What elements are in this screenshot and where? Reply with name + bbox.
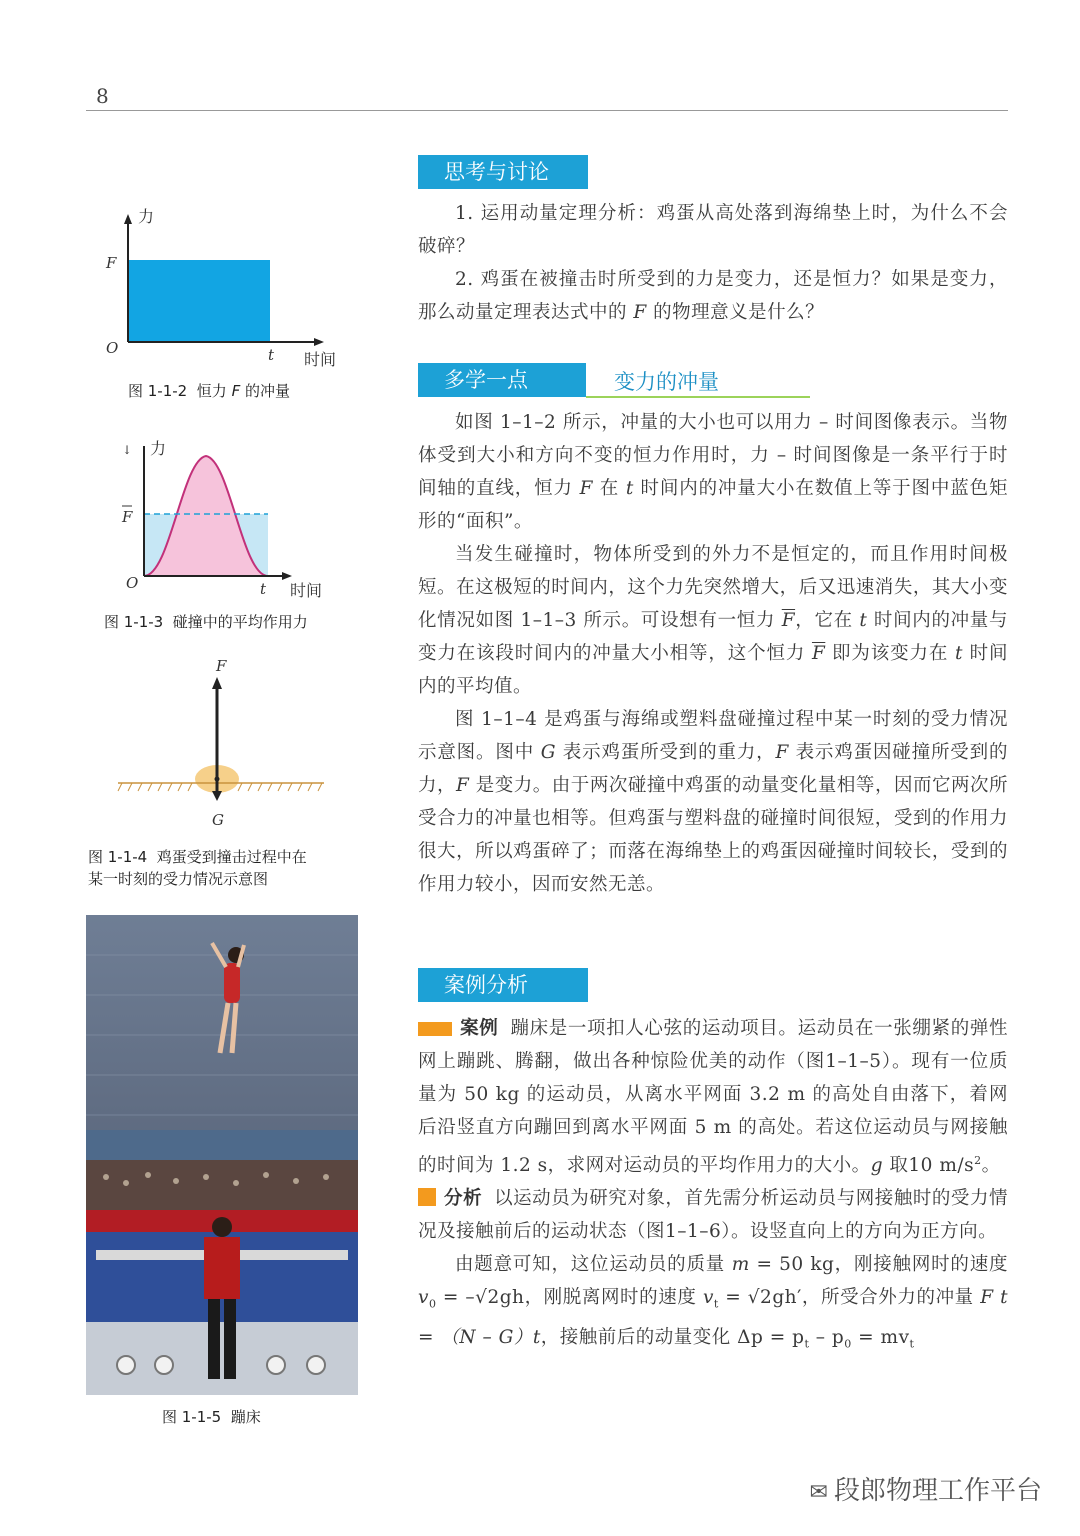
case-analysis-title: 案例分析 <box>418 968 588 1002</box>
learn-more-rule <box>586 396 810 398</box>
learn-more-title: 变力的冲量 <box>614 370 719 394</box>
fig2-origin: O <box>106 339 119 357</box>
fig4-caption <box>88 846 307 890</box>
fig2-t-label: t <box>268 346 275 364</box>
learn-p2: 当发生碰撞时，物体所受到的外力不是恒定的，而且作用时间极短。在这极短的时间内，这个力先突然增大，后又迅速消失，其大小变化情况如图 1–1–3 所示。可设想有一恒力 $\overline{F}$，它在 t 时间内的冲量与变力在该段时间内的冲量大小相等，这个恒力 $\overline{F}$ 即为该变力在 t 时间内的平均值。 <box>418 544 1008 697</box>
trampoline-photo <box>86 915 358 1395</box>
fig2-y-label: 力 <box>138 207 155 226</box>
figure-1-1-4 <box>112 655 332 835</box>
fig5-caption-id: 图 1-1-5 <box>162 1408 222 1426</box>
fig3-x-label: 时间 <box>290 581 323 600</box>
fig3-fbar-label: F <box>122 508 133 526</box>
figure-1-1-2 <box>96 200 356 380</box>
page-number: 8 <box>96 84 109 108</box>
fig3-caption-text: 碰撞中的平均作用力 <box>172 613 308 631</box>
learn-p1: 如图 1–1–2 所示，冲量的大小也可以用力 – 时间图像表示。当物体受到大小和方向不变的恒力作用时，力 – 时间图像是一条平行于时间轴的直线，恒力 F 在 t 时间内的冲量大小在数值上等于图中蓝色矩形的“面积”。 <box>418 412 1008 532</box>
think-q1: 1. 运用动量定理分析：鸡蛋从高处落到海绵垫上时，为什么不会破碎？ <box>418 203 1008 257</box>
case-tag-marker <box>418 1022 452 1036</box>
fig4-caption-line1: 鸡蛋受到撞击过程中在 <box>156 848 307 866</box>
fig4-top-label: F <box>216 657 227 675</box>
case-label: 案例 <box>460 1018 499 1039</box>
fig5-caption <box>162 1406 261 1428</box>
fig3-caption <box>104 611 308 633</box>
think-discuss-body <box>418 197 1008 329</box>
fig3-caption-id: 图 1-1-3 <box>104 613 164 631</box>
analysis-paragraph: 分析 以运动员为研究对象，首先需分析运动员与网接触时的受力情况及接触前后的运动状态（图1–1–6）。设竖直向上的方向为正方向。 <box>418 1188 1008 1243</box>
wechat-icon: ✉ <box>809 1480 828 1505</box>
analysis-label: 分析 <box>444 1188 483 1210</box>
learn-p3: 图 1–1–4 是鸡蛋与海绵或塑料盘碰撞过程中某一时刻的受力情况示意图。图中 G 表示鸡蛋所受到的重力，F 表示鸡蛋因碰撞所受到的力，F 是变力。由于两次碰撞中鸡蛋的动量变化量相等，因而它两次所受合力的冲量也相等。但鸡蛋与塑料盘的碰撞时间很短，受到的作用力很大，所以鸡蛋碎了；而落在海绵垫上的鸡蛋因碰撞时间较长，受到的作用力较小，因而安然无恙。 <box>418 709 1008 895</box>
fig4-caption-id: 图 1-1-4 <box>88 848 148 866</box>
top-rule <box>86 110 1008 111</box>
fig4-bottom-label: G <box>212 811 224 829</box>
fig2-f-label: F <box>106 254 117 272</box>
watermark <box>810 1470 1042 1507</box>
impulse-rect <box>128 260 270 342</box>
watermark-text: 段郎物理工作平台 <box>833 1476 1042 1506</box>
fig2-caption-post: 的冲量 <box>240 382 290 400</box>
case-paragraph: 案例 蹦床是一项扣人心弦的运动项目。运动员在一张绷紧的弹性网上蹦跳、腾翻，做出各种惊险优美的动作（图1–1–5）。现有一位质量为 50 kg 的运动员，从离水平网面 3.2 m 的高处自由落下，着网后沿竖直方向蹦回到离水平网面 5 m 的高处。若这位运动员与网接触的时间为 1.2 s，求网对运动员的平均作用力的大小。g 取10 $m/s^2$。 <box>418 1018 1008 1177</box>
fig4-caption-line2: 某一时刻的受力情况示意图 <box>88 870 269 888</box>
learn-more-tag: 多学一点 <box>418 363 586 397</box>
case-analysis-body <box>418 1012 1008 1361</box>
fig2-caption-var: F <box>231 382 241 400</box>
figure-1-1-3 <box>110 432 330 602</box>
fig2-x-label: 时间 <box>304 350 337 369</box>
solution-paragraph: 由题意可知，这位运动员的质量 m = 50 kg，刚接触网时的速度 $v_0 = -√2gh$，刚脱离网时的速度 $v_t = √2gh'$，所受合外力的冲量 F t = （N – G）t，接触前后的动量变化 $\Delta p = p_t - p_0 = mv_t$ <box>418 1254 1008 1351</box>
fig3-t-label: t <box>260 580 267 598</box>
think-q2: 2. 鸡蛋在被撞击时所受到的力是变力，还是恒力？如果是变力，那么动量定理表达式中的 F 的物理意义是什么？ <box>418 269 1008 323</box>
fig3-y-label: 力 <box>150 439 167 458</box>
fig3-origin: O <box>126 574 139 592</box>
think-discuss-title: 思考与讨论 <box>418 155 588 189</box>
svg-text:↓: ↓ <box>122 443 133 457</box>
learn-more-body <box>418 406 1008 901</box>
analysis-tag-marker <box>418 1188 436 1206</box>
fig2-caption-id: 图 1-1-2 <box>128 382 188 400</box>
fig2-caption-pre: 恒力 <box>196 382 232 400</box>
fig5-caption-text: 蹦床 <box>230 1408 261 1426</box>
fig2-caption <box>128 380 290 402</box>
